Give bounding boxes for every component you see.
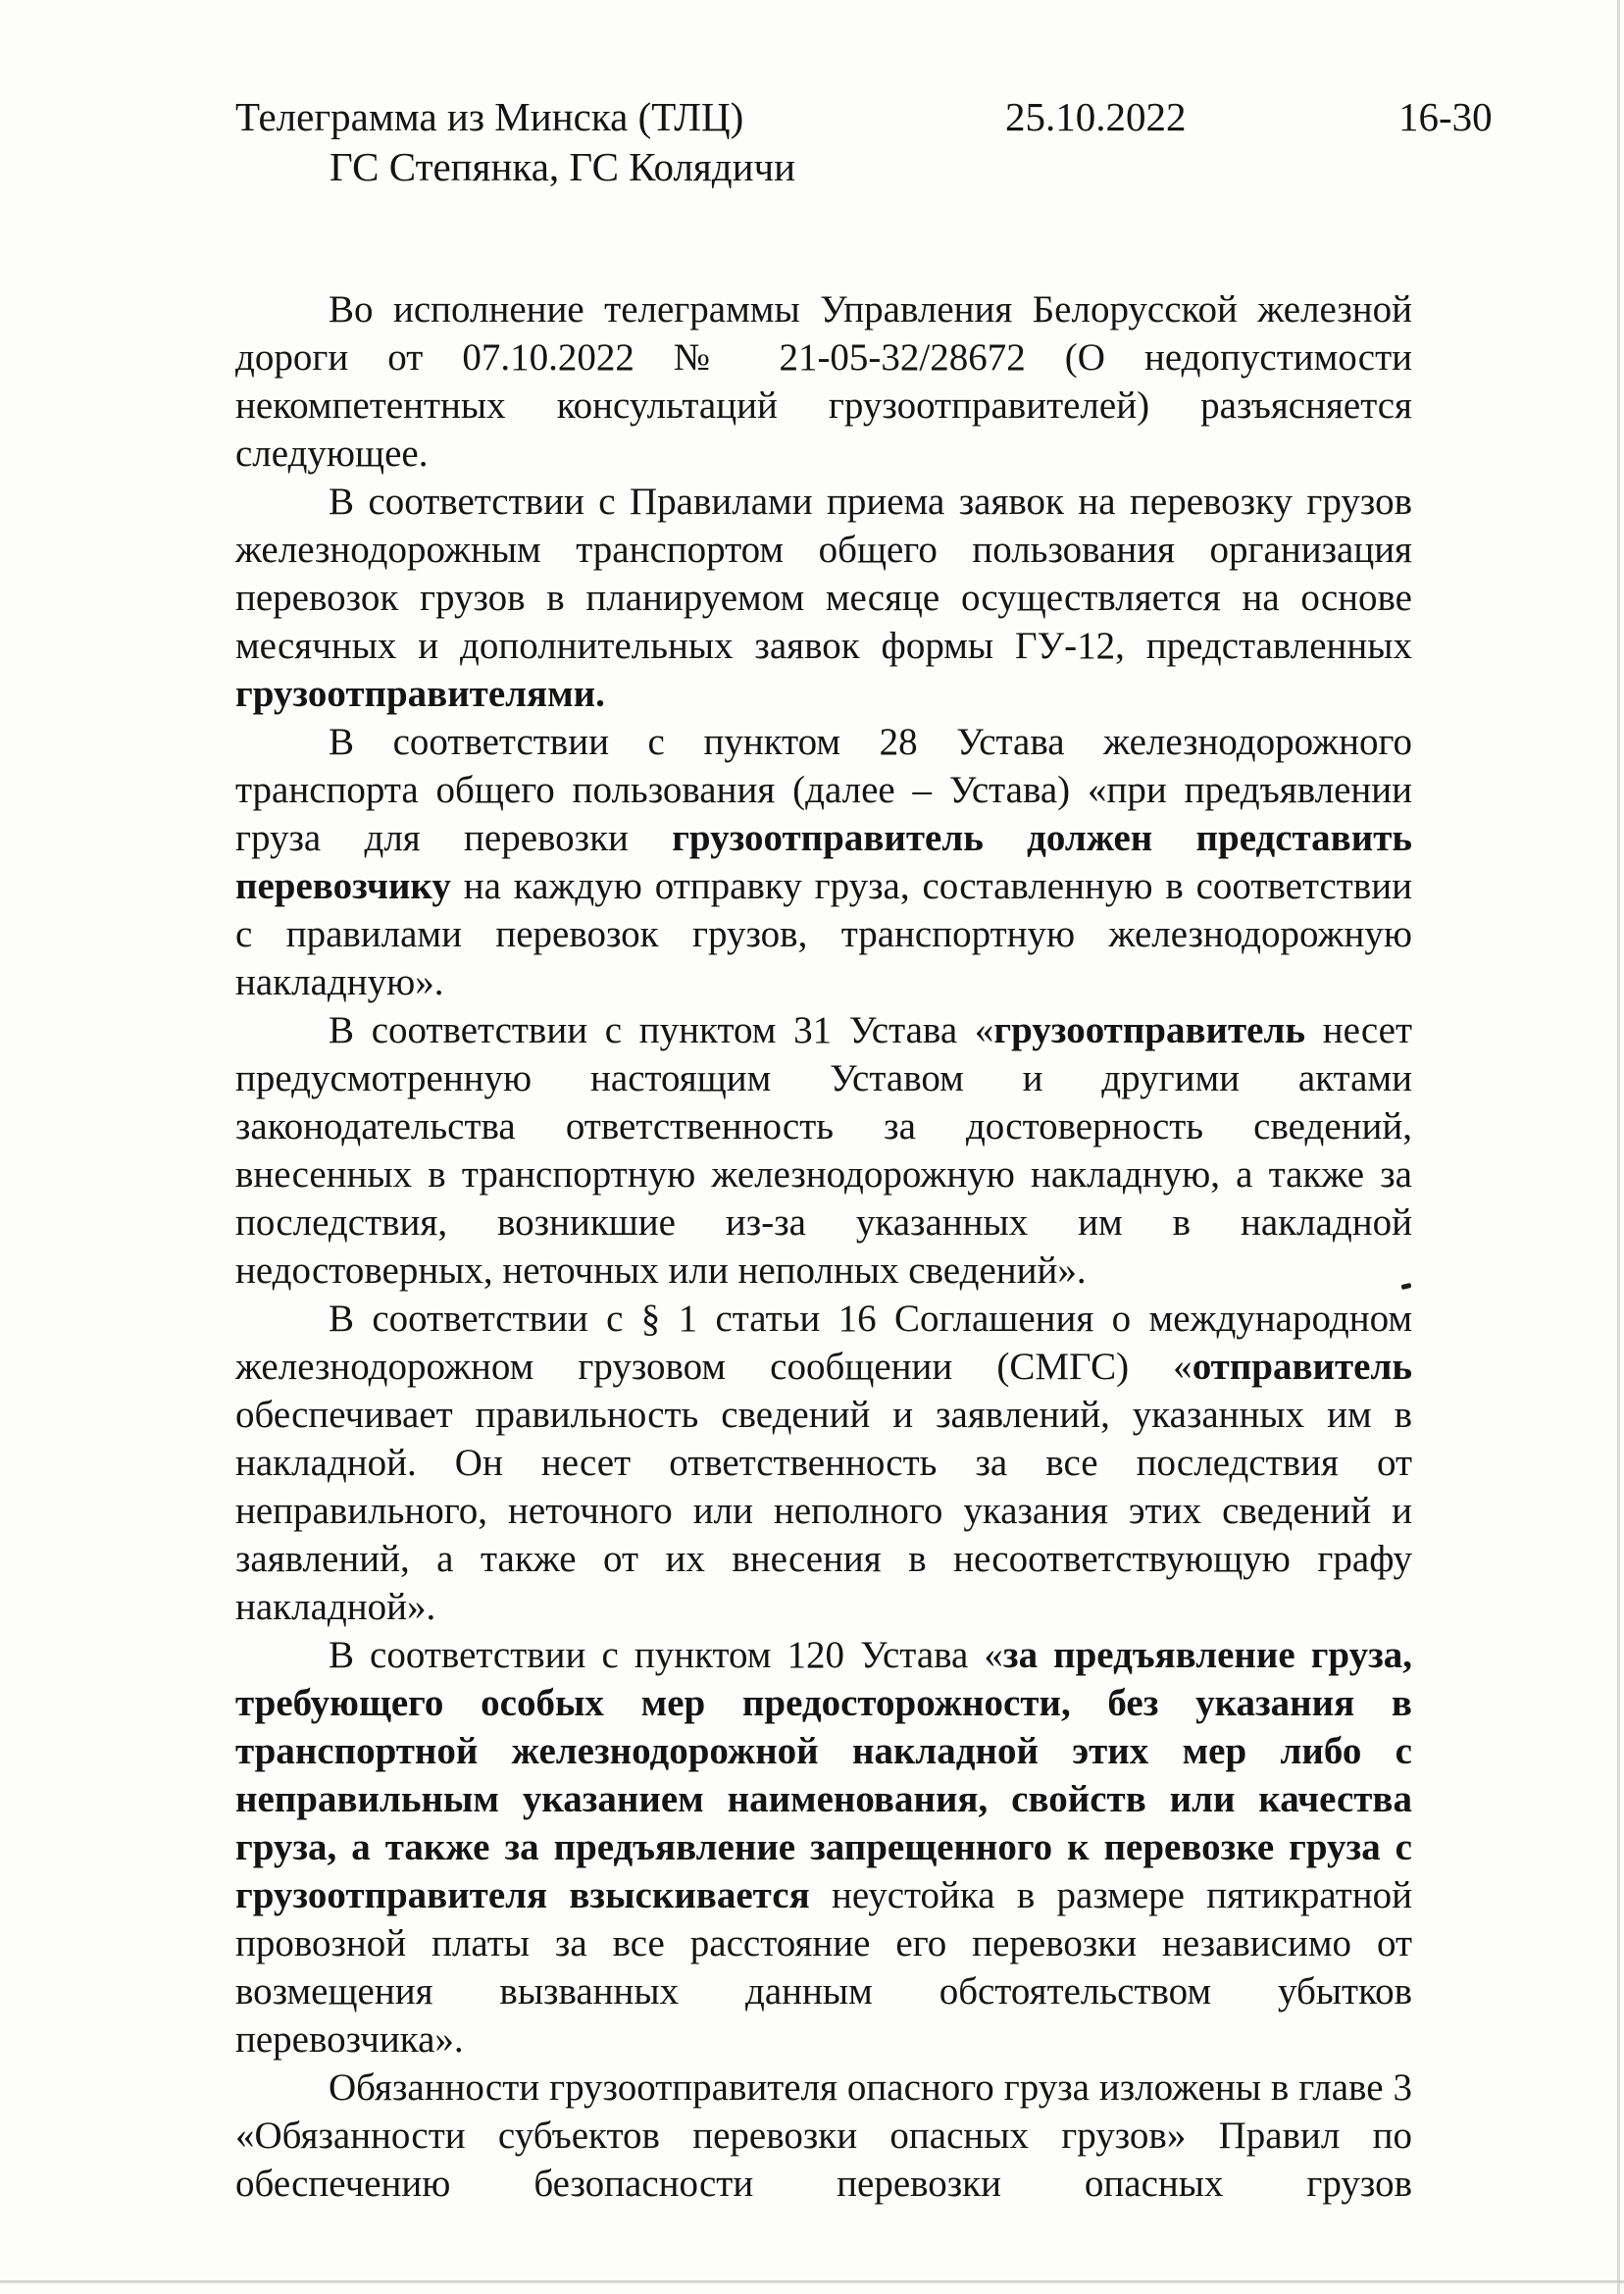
scan-artifact-bottom-line [0,2280,1624,2283]
text-segment: В соответствии с пунктом 28 Устава железнодорожного транспорта общего пользования (далее – Устава) «при предъявлении груза для перевозки [235,721,1412,859]
paragraph [235,285,1412,478]
text-segment: неустойка в размере пятикратной провозной платы за все расстояние его перевозки независимо от возмещения вызванных данным обстоятельством убытков перевозчика». [235,1874,1412,2061]
telegram-recipients: ГС Степянка, ГС Колядичи [330,144,796,189]
text-segment: В соответствии с Правилами приема заявок на перевозку грузов железнодорожным транспортом общего пользования организация перевозок грузов в планируемом месяце осуществляется на основе месячных и дополнительных заявок формы ГУ-12, представленных [235,481,1412,667]
text-segment: обеспечивает правильность сведений и заявлений, указанных им в накладной. Он несет ответственность за все последствия от неправильного, неточного или неполного указания этих сведений и заявлений, а также от их внесения в несоответствующую графу накладной». [235,1394,1412,1628]
bold-text-segment: отправитель [1192,1346,1412,1388]
bold-text-segment: за предъявление груза, требующего особых мер предосторожности, без указания в транспортной железнодорожной накладной этих мер либо с неправильным указанием наименования, свойств или качества груза, а также за предъявление запрещенного к перевозке груза с грузоотправителя взыскивается [235,1634,1412,1916]
paragraph [235,718,1412,1006]
text-segment: В соответствии с § 1 статьи 16 Соглашения о международном железнодорожном грузовом сообщении (СМГС) « [235,1298,1412,1388]
paragraph [235,1631,1412,2064]
telegram-date: 25.10.2022 [1005,94,1187,139]
text-segment: Обязанности грузоотправителя опасного груза изложены в главе 3 «Обязанности субъектов перевозки опасных грузов» Правил по обеспечению безопасности перевозки опасных грузов [235,2066,1412,2205]
text-segment: В соответствии с пунктом 31 Устава « [329,1009,994,1051]
bold-text-segment: грузоотправитель должен представить перевозчику [235,817,1412,907]
bold-text-segment: грузоотправитель [993,1009,1305,1051]
paragraph [235,478,1412,718]
telegram-title: Телеграмма из Минска (ТЛЦ) [235,94,744,139]
bold-text-segment: грузоотправителями. [235,673,605,715]
text-segment: несет предусмотренную настоящим Уставом и другими актами законодательства ответственность за достоверность сведений, внесенных в транспортную железнодорожную накладную, а также за последствия, возникшие из-за указанных им в накладной недостоверных, неточных или неполных сведений». [235,1009,1412,1292]
paragraph [235,1006,1412,1295]
paragraph [235,1295,1412,1631]
text-segment: В соответствии с пунктом 120 Устава « [329,1634,1003,1676]
text-segment: на каждую отправку груза, составленную в соответствии с правилами перевозок грузов, транспортную железнодорожную накладную». [235,865,1412,1003]
document-body [235,285,1412,2208]
telegram-time: 16-30 [1398,94,1493,139]
text-segment: Во исполнение телеграммы Управления Белорусской железной дороги от 07.10.2022 № 21-05-32/28672 (О недопустимости некомпетентных консультаций грузоотправителей) разъясняется следующее. [235,288,1412,475]
scan-artifact-right-line [1617,0,1620,2294]
paragraph [235,2064,1412,2208]
